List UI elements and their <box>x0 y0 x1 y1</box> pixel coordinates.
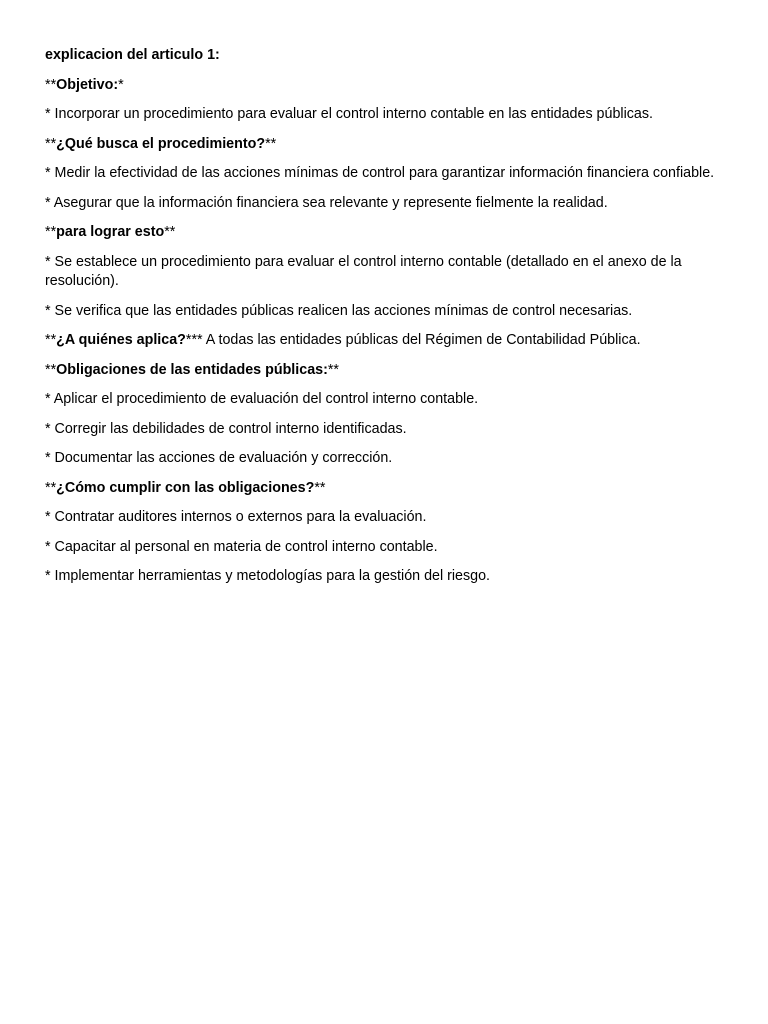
heading-suffix: * <box>118 76 124 93</box>
bullet-item: * Incorporar un procedimiento para evaluar el control interno contable en las entidades públicas. <box>45 106 653 122</box>
section-heading-como-cumplir <box>45 479 722 499</box>
document-title: explicacion del articulo 1: <box>45 47 220 63</box>
section-heading-que-busca <box>45 135 722 155</box>
bullet-item: * Implementar herramientas y metodologías para la gestión del riesgo. <box>45 568 491 584</box>
heading-label: Objetivo: <box>56 76 119 93</box>
section-heading-para-lograr <box>45 223 722 243</box>
heading-prefix: ** <box>45 224 57 240</box>
section-heading-obligaciones <box>45 361 722 381</box>
heading-prefix: ** <box>45 135 57 152</box>
bullet-item: * Documentar las acciones de evaluación y corrección. <box>45 450 393 466</box>
heading-suffix: ** <box>265 135 277 152</box>
heading-inline-text: A todas las entidades públicas del Régimen de Contabilidad Pública. <box>202 332 641 348</box>
heading-prefix: ** <box>45 76 57 93</box>
heading-label: ¿A quiénes aplica? <box>56 332 186 348</box>
heading-label: para lograr esto <box>56 224 165 240</box>
heading-suffix: ** <box>164 224 176 240</box>
bullet-item: * Se verifica que las entidades públicas realicen las acciones mínimas de control necesarias. <box>45 302 633 319</box>
bullet-item: * Contratar auditores internos o externos para la evaluación. <box>45 509 427 525</box>
heading-label: Obligaciones de las entidades públicas: <box>56 361 328 378</box>
bullet-item: * Se establece un procedimiento para evaluar el control interno contable (detallado en el anexo de la resolución). <box>45 253 682 289</box>
heading-label: ¿Cómo cumplir con las obligaciones? <box>56 479 315 496</box>
bullet-item: * Medir la efectividad de las acciones mínimas de control para garantizar información financiera confiable. <box>45 165 715 181</box>
bullet-item: * Corregir las debilidades de control interno identificadas. <box>45 420 407 437</box>
heading-label: ¿Qué busca el procedimiento? <box>56 135 266 152</box>
section-heading-objetivo <box>45 76 722 96</box>
bullet-item: * Capacitar al personal en materia de control interno contable. <box>45 538 438 555</box>
section-heading-a-quienes <box>45 331 722 351</box>
heading-suffix: ** <box>314 479 326 496</box>
bullet-item: * Aplicar el procedimiento de evaluación del control interno contable. <box>45 391 479 407</box>
heading-prefix: ** <box>45 361 57 378</box>
bullet-item: * Asegurar que la información financiera sea relevante y represente fielmente la realidad. <box>45 194 608 211</box>
heading-suffix: ** <box>327 361 339 378</box>
heading-prefix: ** <box>45 479 57 496</box>
heading-suffix: *** <box>185 332 203 348</box>
heading-prefix: ** <box>45 332 57 348</box>
